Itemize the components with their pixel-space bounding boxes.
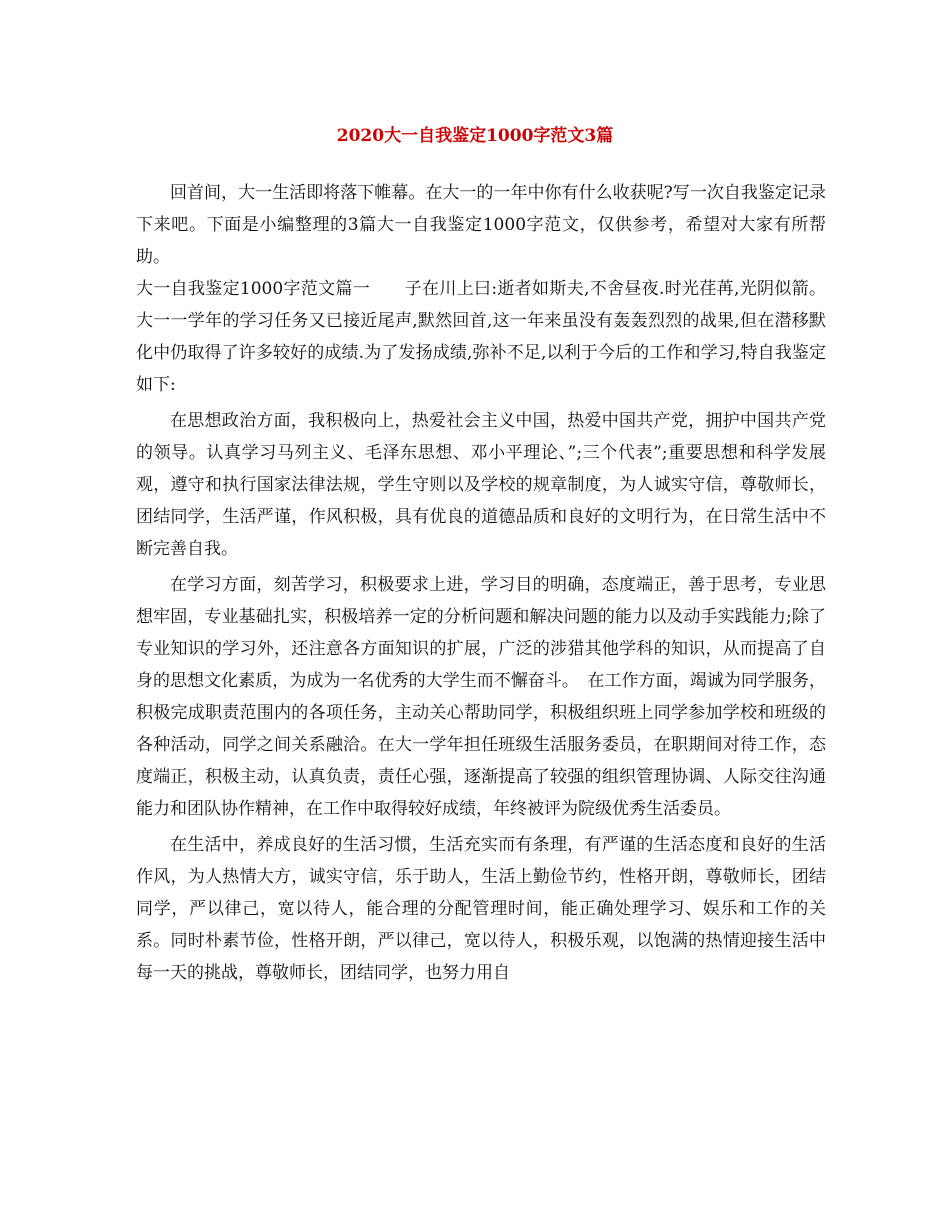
study-work-paragraph: 在学习方面，刻苦学习，积极要求上进，学习目的明确，态度端正，善于思考，专业思想牢固，专业基础扎实，积极培养一定的分析问题和解决问题的能力以及动手实践能力;除了专业知识的学习外，还注意各方面知识的扩展，广泛的涉猎其他学科的知识，从而提高了自身的思想文化素质，为成为一名优秀的大学生而不懈奋斗。 在工作方面，竭诚为同学服务，积极完成职责范围内的各项任务，主动关心帮助同学，积极组织班上同学参加学校和班级的各种活动，同学之间关系融洽。在大一学年担任班级生活服务委员，在职期间对待工作，态度端正，积极主动，认真负责，责任心强，逐渐提高了较强的组织管理协调、人际交往沟通能力和团队协作精神，在工作中取得较好成绩，年终被评为院级优秀生活委员。 — [136, 575, 826, 819]
document-body — [136, 177, 826, 989]
section-heading-paragraph: 大一自我鉴定1000字范文篇一 子在川上曰:逝者如斯夫,不舍昼夜.时光荏苒,光阴似箭。大一一学年的学习任务又已接近尾声,默然回首,这一年来虽没有轰轰烈烈的战果,但在潜移默化中仍取得了许多较好的成绩.为了发扬成绩,弥补不足,以利于今后的工作和学习,特自我鉴定如下: — [136, 279, 826, 395]
intro-paragraph: 回首间，大一生活即将落下帷幕。在大一的一年中你有什么收获呢?写一次自我鉴定记录下来吧。下面是小编整理的3篇大一自我鉴定1000字范文，仅供参考，希望对大家有所帮助。 — [136, 183, 826, 267]
politics-paragraph: 在思想政治方面，我积极向上，热爱社会主义中国，热爱中国共产党，拥护中国共产党的领导。认真学习马列主义、毛泽东思想、邓小平理论、”;三个代表”;重要思想和科学发展观，遵守和执行国家法律法规，学生守则以及学校的规章制度，为人诚实守信，尊敬师长，团结同学，生活严谨，作风积极，具有优良的道德品质和良好的文明行为，在日常生活中不断完善自我。 — [136, 411, 826, 559]
life-paragraph: 在生活中，养成良好的生活习惯，生活充实而有条理，有严谨的生活态度和良好的生活作风，为人热情大方，诚实守信，乐于助人，生活上勤俭节约，性格开朗，尊敬师长，团结同学，严以律己，宽以待人，能合理的分配管理时间，能正确处理学习、娱乐和工作的关系。同时朴素节俭，性格开朗，严以律己，宽以待人，积极乐观，以饱满的热情迎接生活中每一天的挑战，尊敬师长，团结同学，也努力用自 — [136, 835, 826, 983]
page-title: 2020大一自我鉴定1000字范文3篇 — [336, 126, 614, 146]
